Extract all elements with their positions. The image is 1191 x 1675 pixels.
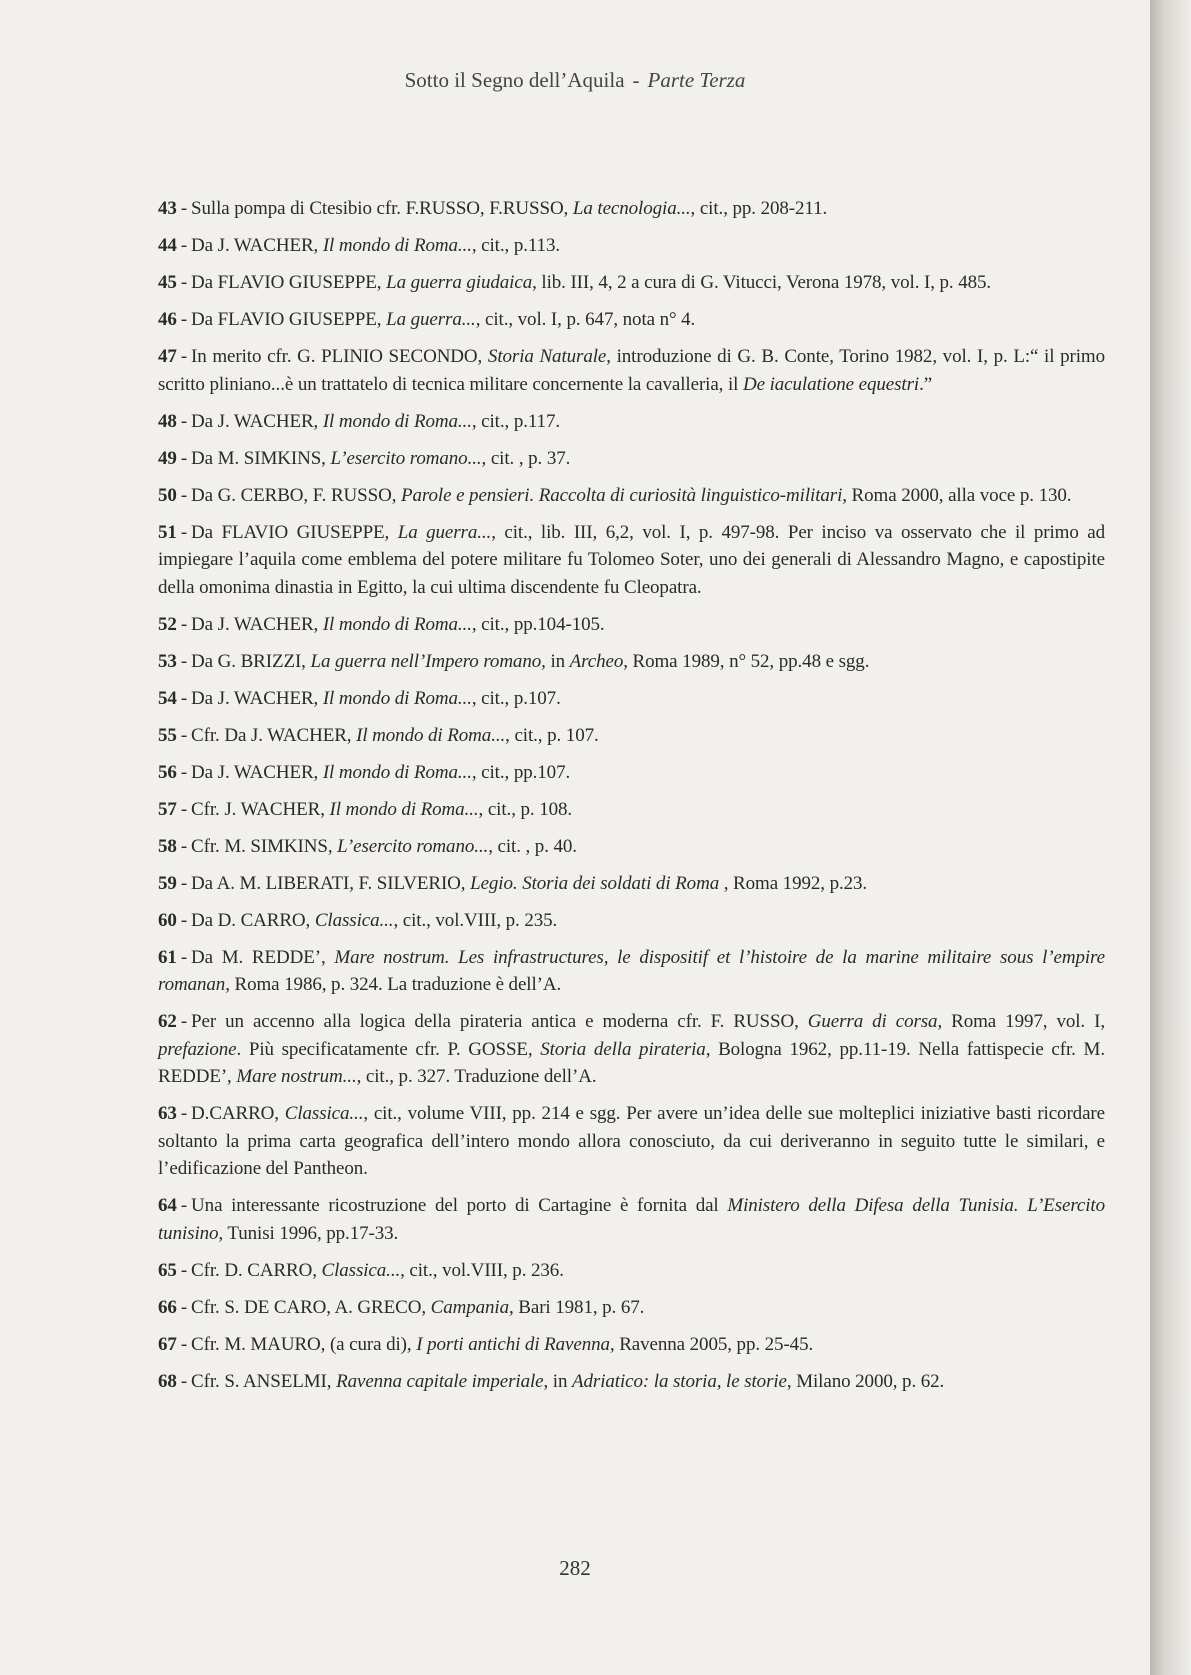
endnote-title: Campania bbox=[430, 1296, 509, 1318]
endnote-64 bbox=[158, 1192, 1105, 1247]
endnote-text: Da FLAVIO GIUSEPPE, bbox=[191, 521, 398, 543]
endnote-text: Da M. REDDE’, bbox=[191, 946, 335, 968]
endnote-number: 62 bbox=[158, 1011, 177, 1032]
endnote-43 bbox=[158, 195, 1105, 223]
endnote-title: Storia Naturale bbox=[487, 346, 607, 367]
endnote-title: Classica... bbox=[321, 1259, 401, 1281]
endnote-dash: - bbox=[180, 521, 188, 543]
endnote-text: Da J. WACHER, bbox=[191, 687, 323, 709]
endnote-number: 47 bbox=[158, 346, 177, 367]
endnote-dash: - bbox=[180, 1011, 188, 1032]
endnote-52 bbox=[158, 611, 1105, 639]
endnote-number: 66 bbox=[158, 1296, 177, 1318]
endnote-45 bbox=[158, 269, 1105, 297]
endnote-number: 68 bbox=[158, 1370, 177, 1392]
endnote-dash: - bbox=[180, 650, 188, 672]
endnote-dash: - bbox=[180, 272, 188, 293]
endnote-text: , cit., vol. I, p. 647, nota n° 4. bbox=[475, 309, 696, 330]
endnote-dash: - bbox=[180, 346, 188, 367]
endnote-title: Archeo bbox=[569, 650, 624, 672]
endnote-text: Cfr. S. DE CARO, A. GRECO, bbox=[191, 1296, 431, 1318]
endnote-dash: - bbox=[180, 1333, 188, 1355]
endnote-title: La guerra giudaica bbox=[386, 272, 533, 293]
endnote-number: 57 bbox=[158, 798, 177, 820]
endnote-text: Cfr. J. WACHER, bbox=[191, 798, 330, 820]
endnote-text: , cit., pp.104-105. bbox=[471, 613, 605, 635]
endnote-title: L’esercito romano... bbox=[337, 835, 489, 857]
endnote-text: , cit., vol.VIII, p. 236. bbox=[400, 1259, 564, 1281]
endnote-title: Storia della pirateria bbox=[540, 1038, 706, 1060]
endnote-text: , Roma 1989, n° 52, pp.48 e sgg. bbox=[623, 650, 870, 672]
endnote-text: , Roma 1997, vol. I, bbox=[937, 1011, 1105, 1032]
endnote-text: , cit., pp. 208-211. bbox=[690, 198, 828, 219]
endnote-dash: - bbox=[180, 410, 188, 432]
endnote-dash: - bbox=[180, 235, 188, 256]
endnote-dash: - bbox=[180, 309, 188, 330]
endnote-dash: - bbox=[180, 909, 188, 931]
endnote-text: Da G. CERBO, F. RUSSO, bbox=[191, 484, 402, 506]
endnote-number: 51 bbox=[158, 521, 177, 543]
endnote-text: Roma 2000, alla voce p. 130. bbox=[846, 484, 1072, 506]
endnote-68 bbox=[158, 1368, 1105, 1396]
endnote-text: Da G. BRIZZI, bbox=[191, 650, 311, 672]
endnote-51 bbox=[158, 519, 1105, 602]
endnote-text: Da J. WACHER, bbox=[191, 761, 323, 783]
endnote-text: Da A. M. LIBERATI, F. SILVERIO, bbox=[191, 872, 471, 894]
part-title: Parte Terza bbox=[647, 68, 746, 92]
running-header bbox=[0, 68, 1150, 93]
endnote-number: 52 bbox=[158, 613, 177, 635]
endnote-text: , Roma 1986, p. 324. La traduzione è dell’A. bbox=[225, 974, 562, 995]
endnote-text: Ravenna 2005, pp. 25-45. bbox=[614, 1333, 814, 1355]
endnote-title: Il mondo di Roma... bbox=[322, 761, 472, 783]
endnote-text: , Roma 1992, p.23. bbox=[719, 872, 868, 894]
endnote-46 bbox=[158, 306, 1105, 334]
endnote-number: 58 bbox=[158, 835, 177, 857]
endnote-58 bbox=[158, 833, 1105, 861]
endnote-text: Sulla pompa di Ctesibio cfr. F.RUSSO, F.RUSSO, bbox=[191, 198, 573, 219]
endnote-50 bbox=[158, 482, 1105, 510]
book-title: Sotto il Segno dell’Aquila bbox=[404, 68, 625, 92]
endnote-title: Legio. Storia dei soldati di Roma bbox=[470, 872, 720, 894]
endnote-text: Da M. SIMKINS, bbox=[191, 447, 331, 469]
endnote-text: , cit., vol.VIII, p. 235. bbox=[393, 909, 558, 931]
endnote-text: In merito cfr. G. PLINIO SECONDO, bbox=[191, 346, 488, 367]
endnote-49 bbox=[158, 445, 1105, 473]
endnote-text: , introduzione di G. B. Conte, Torino 1982, vol. I, p. L:“ il primo scritto pliniano...è un trattatelo di tecnica militare concernente la cavalleria, il bbox=[158, 346, 1106, 395]
endnote-number: 46 bbox=[158, 309, 177, 330]
endnote-55 bbox=[158, 722, 1105, 750]
endnote-title: Ministero della Difesa della Tunisia. L’Esercito tunisino, bbox=[158, 1195, 1105, 1244]
endnote-dash: - bbox=[180, 872, 188, 894]
endnote-title: La guerra... bbox=[397, 521, 492, 543]
endnote-text: , cit., p.117. bbox=[471, 410, 561, 432]
endnote-text: , in bbox=[541, 650, 570, 672]
endnote-text: , cit., p. 327. Traduzione dell’A. bbox=[356, 1066, 597, 1087]
endnote-53 bbox=[158, 648, 1105, 676]
endnote-text: , cit., pp.107. bbox=[471, 761, 571, 783]
endnote-title: La guerra... bbox=[386, 309, 476, 330]
endnote-text: Cfr. Da J. WACHER, bbox=[191, 724, 357, 746]
endnote-number: 49 bbox=[158, 447, 177, 469]
endnote-text: , cit., lib. III, 6,2, vol. I, p. 497-98. Per inciso va osservato che il primo ad impiegare l’aquila come emblema del potere militare fu Tolomeo Soter, uno dei generali di Alessandro Magno, e capostipite della omonima dinastia in Egitto, la cui ultima discendente fu Cleopatra. bbox=[158, 521, 1105, 598]
endnote-text: . Più specificatamente cfr. P. GOSSE, bbox=[236, 1038, 541, 1060]
endnote-number: 53 bbox=[158, 650, 177, 672]
endnote-number: 48 bbox=[158, 410, 177, 432]
endnote-number: 65 bbox=[158, 1259, 177, 1281]
endnote-number: 44 bbox=[158, 235, 177, 256]
endnote-title: Classica... bbox=[314, 909, 394, 931]
endnote-text: , cit., p.107. bbox=[471, 687, 561, 709]
endnote-number: 63 bbox=[158, 1103, 177, 1124]
endnote-text: Cfr. M. MAURO, (a cura di), bbox=[191, 1333, 417, 1355]
endnote-number: 64 bbox=[158, 1195, 177, 1216]
endnote-number: 60 bbox=[158, 909, 177, 931]
endnote-62 bbox=[158, 1008, 1105, 1091]
endnote-dash: - bbox=[180, 946, 188, 968]
endnote-number: 55 bbox=[158, 724, 177, 746]
endnote-67 bbox=[158, 1331, 1105, 1359]
endnote-dash: - bbox=[180, 484, 188, 506]
endnote-text: Da J. WACHER, bbox=[191, 235, 323, 256]
endnote-text: Da FLAVIO GIUSEPPE, bbox=[191, 272, 387, 293]
endnote-dash: - bbox=[180, 835, 188, 857]
endnote-text: Una interessante ricostruzione del porto di Cartagine è fornita dal bbox=[191, 1195, 728, 1216]
endnote-dash: - bbox=[180, 613, 188, 635]
endnote-text: Da D. CARRO, bbox=[191, 909, 315, 931]
endnote-title: Ravenna capitale imperiale bbox=[336, 1370, 544, 1392]
endnote-61 bbox=[158, 944, 1105, 999]
endnote-60 bbox=[158, 907, 1105, 935]
endnote-text: , cit., p.113. bbox=[471, 235, 561, 256]
endnote-title: Il mondo di Roma... bbox=[322, 410, 472, 432]
endnote-56 bbox=[158, 759, 1105, 787]
endnote-66 bbox=[158, 1294, 1105, 1322]
endnote-text: .” bbox=[919, 373, 933, 395]
endnote-text: , in bbox=[543, 1370, 573, 1392]
endnote-title: Classica... bbox=[284, 1103, 364, 1124]
page-edge-shadow bbox=[1150, 0, 1191, 1675]
endnote-text: , cit. , p. 40. bbox=[488, 835, 577, 857]
endnote-title: Il mondo di Roma... bbox=[322, 235, 472, 256]
endnote-dash: - bbox=[180, 687, 188, 709]
endnote-text: , cit. , p. 37. bbox=[481, 447, 571, 469]
endnote-dash: - bbox=[180, 447, 188, 469]
endnote-text: , cit., p. 108. bbox=[478, 798, 573, 820]
endnote-text: Per un accenno alla logica della pirateria antica e moderna cfr. F. RUSSO, bbox=[191, 1011, 808, 1032]
endnote-text: Da FLAVIO GIUSEPPE, bbox=[191, 309, 387, 330]
endnote-number: 67 bbox=[158, 1333, 177, 1355]
endnote-dash: - bbox=[180, 1370, 188, 1392]
endnote-text: , Milano 2000, p. 62. bbox=[786, 1370, 945, 1392]
endnote-44 bbox=[158, 232, 1105, 260]
endnote-number: 50 bbox=[158, 484, 177, 506]
endnote-text: Da J. WACHER, bbox=[191, 613, 323, 635]
endnotes-list bbox=[158, 195, 1105, 1405]
endnote-dash: - bbox=[180, 198, 188, 219]
endnote-title: I porti antichi di Ravenna, bbox=[416, 1333, 615, 1355]
endnote-text: , Bari 1981, p. 67. bbox=[509, 1296, 645, 1318]
endnote-dash: - bbox=[180, 1259, 188, 1281]
endnote-dash: - bbox=[180, 798, 188, 820]
endnote-number: 45 bbox=[158, 272, 177, 293]
endnote-text: , cit., volume VIII, pp. 214 e sgg. Per avere un’idea delle sue molteplici iniziative basti ricordare soltanto la prima carta geografica dell’intero mondo allora conosciuto, da cui deriveranno in seguito tutte le similari, e l’edificazione del Pantheon. bbox=[158, 1103, 1105, 1179]
endnote-57 bbox=[158, 796, 1105, 824]
endnote-title: Guerra di corsa bbox=[807, 1011, 938, 1032]
endnote-title: prefazione bbox=[158, 1038, 237, 1060]
endnote-title: Il mondo di Roma... bbox=[356, 724, 506, 746]
header-separator: - bbox=[632, 68, 640, 92]
endnote-text: Tunisi 1996, pp.17-33. bbox=[223, 1222, 399, 1244]
endnote-title: Il mondo di Roma... bbox=[322, 687, 472, 709]
endnote-title: Il mondo di Roma... bbox=[329, 798, 479, 820]
endnote-text: D.CARRO, bbox=[191, 1103, 285, 1124]
page-number: 282 bbox=[559, 1556, 591, 1580]
endnote-text: Cfr. D. CARRO, bbox=[191, 1259, 322, 1281]
endnote-text: , cit., p. 107. bbox=[505, 724, 599, 746]
endnote-number: 43 bbox=[158, 198, 177, 219]
endnote-dash: - bbox=[180, 1195, 188, 1216]
endnote-title: La guerra nell’Impero romano bbox=[310, 650, 542, 672]
endnote-dash: - bbox=[180, 1103, 188, 1124]
endnote-title: Il mondo di Roma... bbox=[322, 613, 472, 635]
endnote-48 bbox=[158, 408, 1105, 436]
endnote-text: Da J. WACHER, bbox=[191, 410, 323, 432]
endnote-54 bbox=[158, 685, 1105, 713]
endnote-dash: - bbox=[180, 1296, 188, 1318]
endnote-title: La tecnologia... bbox=[572, 198, 691, 219]
endnote-number: 56 bbox=[158, 761, 177, 783]
endnote-number: 59 bbox=[158, 872, 177, 894]
endnote-title: Mare nostrum... bbox=[236, 1066, 357, 1087]
endnote-title: Mare nostrum. Les infrastructures, le dispositif et l’histoire de la marine militaire sous l’empire romanan bbox=[158, 946, 1105, 995]
endnote-65 bbox=[158, 1257, 1105, 1285]
endnote-number: 61 bbox=[158, 946, 177, 968]
endnote-title: Parole e pensieri. Raccolta di curiosità linguistico-militari, bbox=[401, 484, 847, 506]
endnote-number: 54 bbox=[158, 687, 177, 709]
endnote-47 bbox=[158, 343, 1105, 398]
endnote-dash: - bbox=[180, 761, 188, 783]
endnote-dash: - bbox=[180, 724, 188, 746]
endnote-text: Cfr. M. SIMKINS, bbox=[191, 835, 338, 857]
endnote-63 bbox=[158, 1100, 1105, 1183]
endnote-title: De iaculatione equestri bbox=[743, 373, 920, 395]
endnote-title: Adriatico: la storia, le storie bbox=[572, 1370, 787, 1392]
endnote-text: Cfr. S. ANSELMI, bbox=[191, 1370, 337, 1392]
endnote-title: L’esercito romano... bbox=[330, 447, 482, 469]
endnote-text: , lib. III, 4, 2 a cura di G. Vitucci, Verona 1978, vol. I, p. 485. bbox=[532, 272, 992, 293]
endnote-59 bbox=[158, 870, 1105, 898]
endnote-text: , Bologna 1962, pp.11-19. Nella fattispecie cfr. M. REDDE’, bbox=[158, 1038, 1105, 1087]
